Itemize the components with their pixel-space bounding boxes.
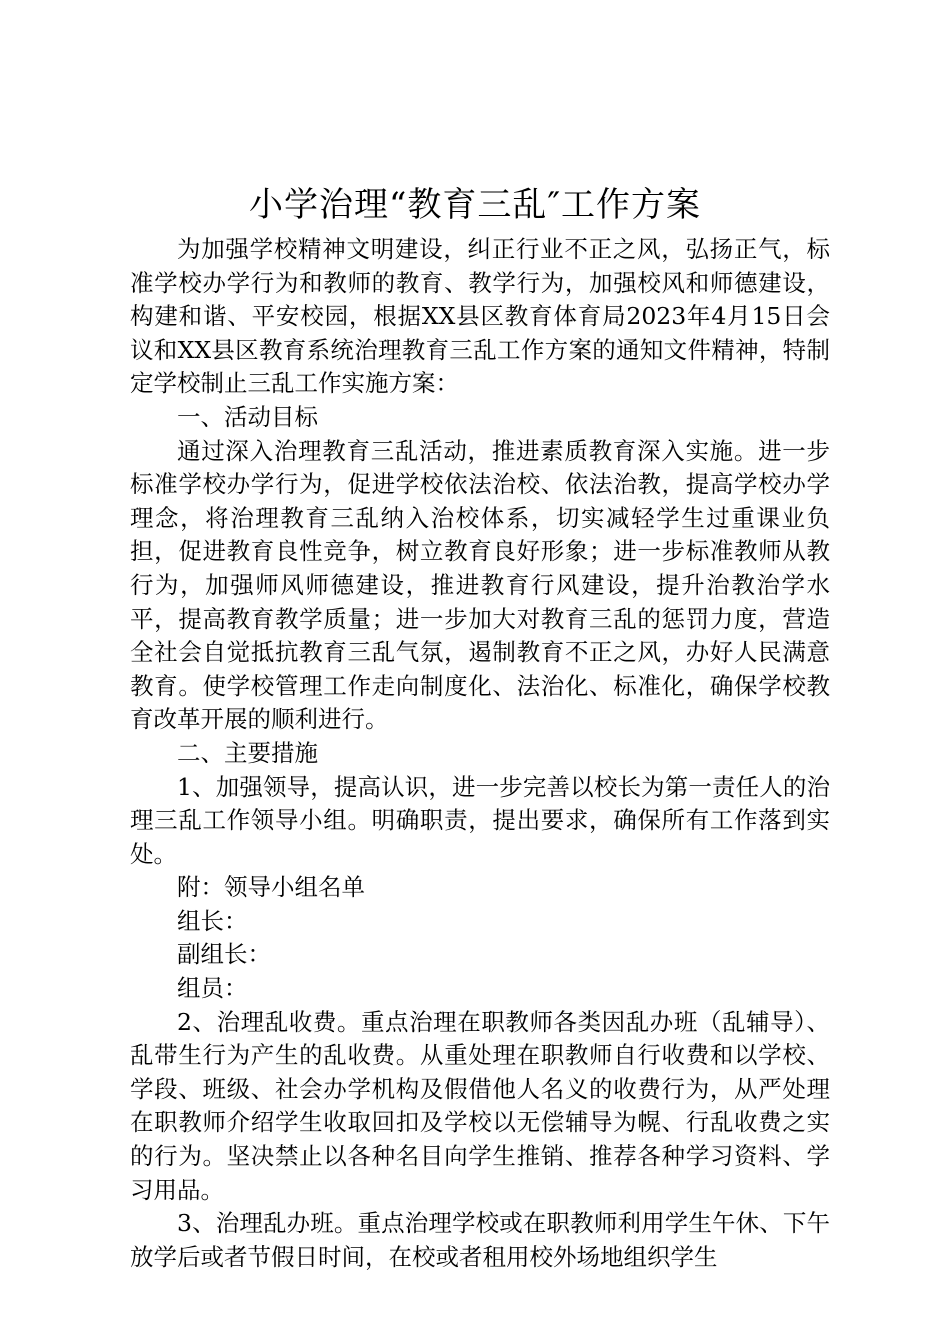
goals-paragraph: 通过深入治理教育三乱活动，推进素质教育深入实施。进一步标准学校办学行为，促进学校依法治校、依法治教，提高学校办学理念，将治理教育三乱纳入治校体系，切实减轻学生过重课业负担，促进教育良性竞争，树立教育良好形象；进一步标准教师从教行为，加强师风师德建设，推进教育行风建设，提升治教治学水平，提高教育教学质量；进一步加大对教育三乱的惩罚力度，营造全社会自觉抵抗教育三乱气氛，遏制教育不正之风，办好人民满意教育。使学校管理工作走向制度化、法治化、标准化，确保学校教育改革开展的顺利进行。: [130, 436, 830, 734]
member-field: 组员：: [177, 974, 248, 1003]
document-body: [130, 233, 830, 1274]
measure-2-paragraph: 2、治理乱收费。重点治理在职教师各类因乱办班（乱辅导）、乱带生行为产生的乱收费。从重处理在职教师自行收费和以学校、学段、班级、社会办学机构及假借他人名义的收费行为，从严处理在职教师介绍学生收取回扣及学校以无偿辅导为幌、行乱收费之实的行为。坚决禁止以各种名目向学生推销、推荐各种学习资料、学习用品。: [130, 1007, 830, 1204]
measure-1-paragraph: 1、加强领导，提高认识，进一步完善以校长为第一责任人的治理三乱工作领导小组。明确职责，提出要求，确保所有工作落到实处。: [130, 772, 830, 868]
section-heading-goals: 一、活动目标: [177, 402, 318, 431]
leadership-list-label: 附：领导小组名单: [177, 873, 365, 902]
deputy-leader-field: 副组长：: [177, 940, 271, 969]
intro-paragraph: 为加强学校精神文明建设，纠正行业不正之风，弘扬正气，标准学校办学行为和教师的教育、教学行为，加强校风和师德建设，构建和谐、平安校园，根据XX县区教育体育局2023年4月15日会议和XX县区教育系统治理教育三乱工作方案的通知文件精神，特制定学校制止三乱工作实施方案：: [130, 235, 830, 398]
document-title: 小学治理“教育三乱″工作方案: [248, 185, 702, 225]
section-heading-measures: 二、主要措施: [177, 738, 318, 767]
leader-field: 组长：: [177, 906, 248, 935]
measure-3-paragraph: 3、治理乱办班。重点治理学校或在职教师利用学生午休、下午放学后或者节假日时间，在校或者租用校外场地组织学生: [130, 1209, 830, 1271]
